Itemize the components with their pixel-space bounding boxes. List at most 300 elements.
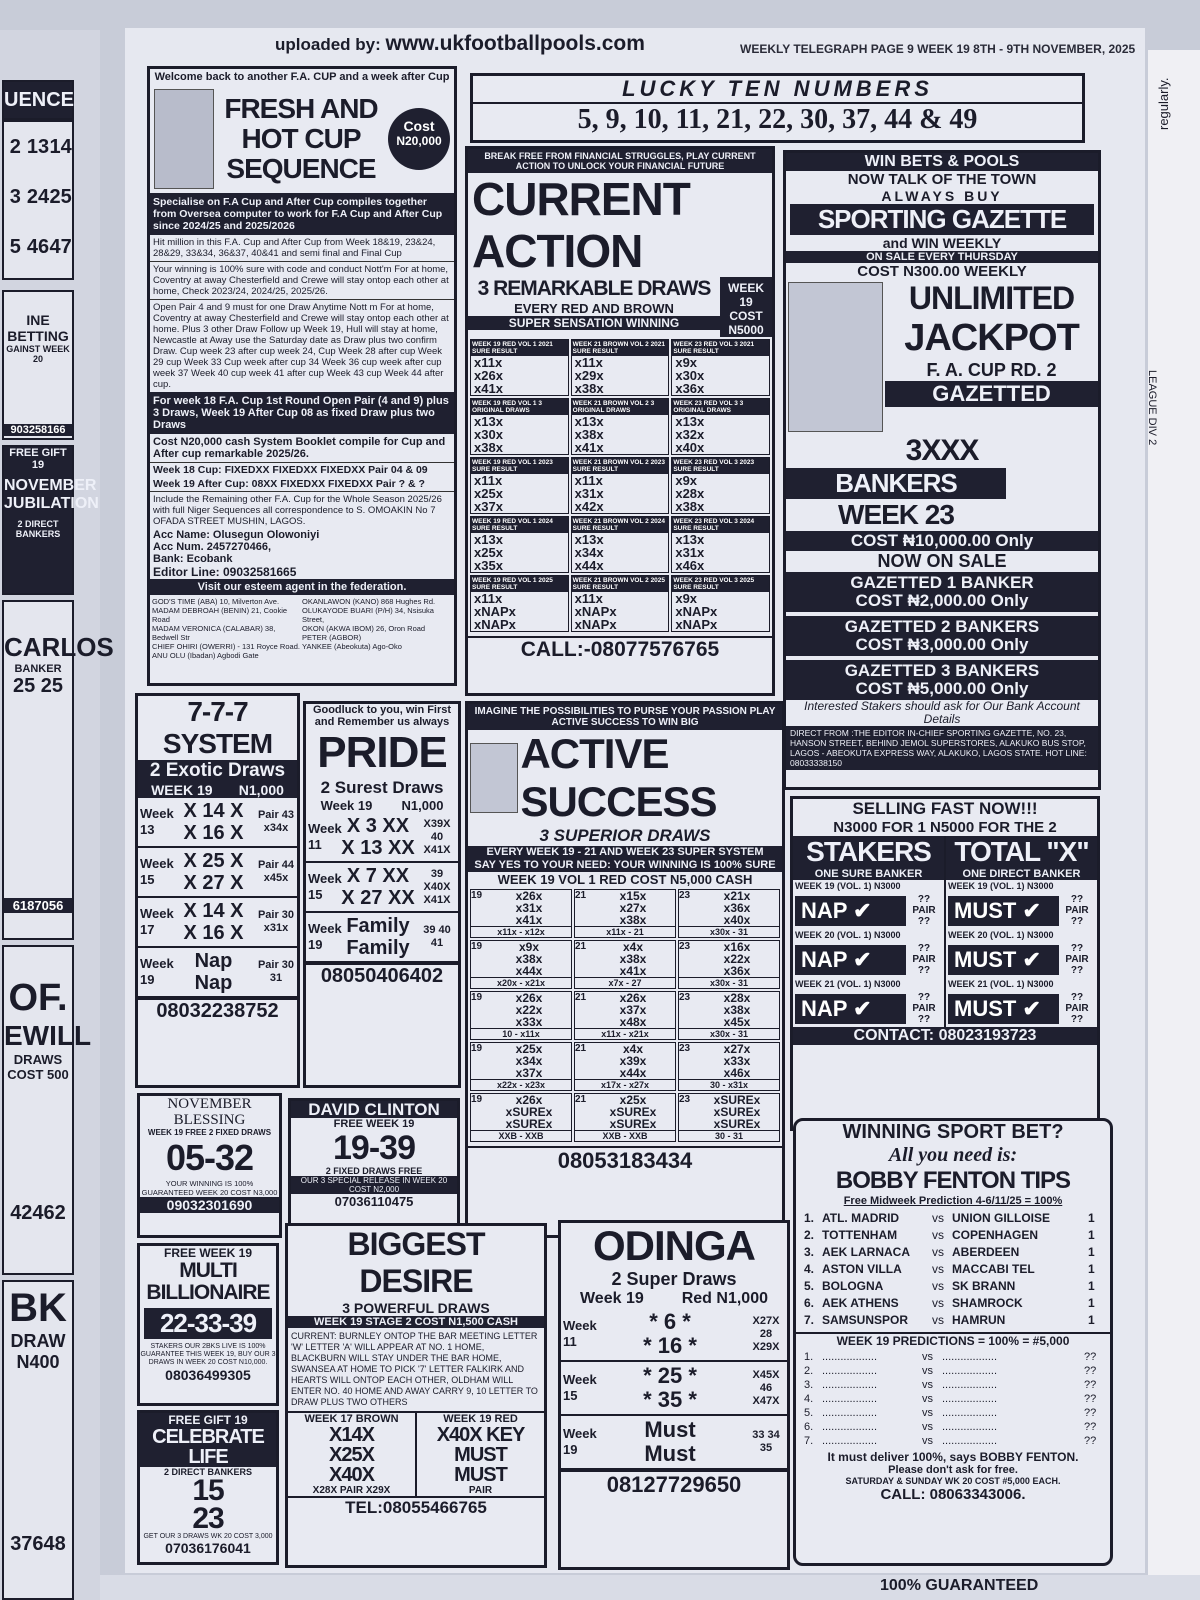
as-num: x37x — [619, 1003, 647, 1017]
pred-row — [804, 1378, 1102, 1392]
ca-cell-head: WEEK 19 RED VOL 1 2025 SURE RESULT — [471, 576, 568, 592]
selling-fast-title: SELLING FAST NOW!!! — [852, 799, 1038, 818]
bd-right-head: WEEK 19 RED — [443, 1413, 518, 1425]
celebrate-life-ad — [137, 1410, 279, 1565]
match-away: SK BRANN — [952, 1279, 1016, 1293]
as-num: x27x — [723, 1042, 751, 1056]
bobby-title: WINNING SPORT BET? — [842, 1121, 1064, 1143]
prof-phone: 42462 — [10, 1202, 66, 1224]
as-num: x40x — [723, 913, 751, 927]
left-page-strip — [0, 30, 114, 1600]
as-num: x46x — [723, 1066, 751, 1080]
as-cell — [678, 991, 780, 1040]
bobby-name: BOBBY FENTON TIPS — [835, 1167, 1071, 1194]
draw-week: Week 19 — [563, 1426, 597, 1457]
draw-pair: X45X 46 X47X — [752, 1368, 780, 1407]
sf-pair: ?? PAIR ?? — [912, 992, 936, 1025]
ca-cell-nums — [672, 592, 769, 631]
uploader-header — [275, 32, 645, 56]
sf-row — [946, 892, 1097, 929]
as-num: x34x — [515, 1054, 543, 1068]
as-week: 19 — [471, 890, 483, 901]
as-cell — [470, 1042, 572, 1091]
week23-label: WEEK 23 — [838, 499, 954, 530]
pred-num: 6. — [804, 1421, 814, 1433]
ca-num: x31x — [675, 545, 705, 560]
cost-label: COST N5000 — [728, 309, 764, 337]
pred-row — [804, 1350, 1102, 1364]
bk-draw: DRAW — [10, 1331, 66, 1351]
ca-num: xNAPx — [574, 604, 617, 619]
ca-row — [470, 575, 770, 632]
multi-top: FREE WEEK 19 — [163, 1246, 253, 1260]
ca-num: x25x — [474, 486, 503, 501]
ca-row — [470, 457, 770, 514]
active-success-title: ACTIVE SUCCESS — [520, 730, 717, 825]
celebrate-title: CELEBRATE LIFE — [140, 1427, 276, 1467]
pred-num: 7. — [804, 1435, 814, 1447]
nb-phone: 09032301690 — [140, 1197, 279, 1213]
bd-tel: TEL:08055466765 — [288, 1496, 544, 1518]
ca-cell — [470, 339, 569, 396]
as-cell — [574, 940, 676, 989]
pred-num: 1. — [804, 1351, 814, 1363]
draw-value: Must — [644, 1417, 696, 1442]
as-superpair: 30 - x31x — [679, 1079, 779, 1090]
active-success-info — [468, 846, 782, 872]
draw-value: * 35 * — [643, 1387, 697, 1412]
pred-num: 3. — [804, 1379, 814, 1391]
match-away: HAMRUN — [952, 1313, 1006, 1327]
ca-num: x11x — [574, 473, 603, 488]
pred-blank: .................. — [942, 1407, 998, 1419]
ca-cell-nums — [471, 415, 568, 454]
as-row — [470, 991, 780, 1040]
fresh-hot-title: FRESH AND HOT CUP SEQUENCE — [224, 93, 378, 184]
ca-num: xNAPx — [675, 617, 718, 632]
draw-line-row — [138, 848, 297, 898]
seq-num: 2 — [9, 136, 21, 158]
hit-text: Hit million in this F.A. Cup and After Cup from Week 18&19, 23&24, 28&29, 33&34, 36&37, 40&41 and semi final and Final Cup — [150, 235, 454, 262]
as-num: xSUREx — [505, 1117, 553, 1131]
ca-cell-head: WEEK 21 BROWN VOL 2 2021 SURE RESULT — [572, 340, 669, 356]
say-text: SAY YES TO YOUR NEED: YOUR WINNING IS 100% SURE — [474, 859, 776, 871]
sf-week-label: WEEK 19 (VOL. 1) N3000 — [795, 881, 901, 891]
as-num: x33x — [515, 1015, 543, 1029]
pred-num: 5. — [804, 1407, 814, 1419]
bobby-pred-title: WEEK 19 PREDICTIONS = 100% = #5,000 — [796, 1332, 1110, 1348]
agent: OLUKAYODE BUARI (P/H) 34, Nsisuka Street, — [302, 606, 434, 624]
match-num: 5. — [804, 1279, 815, 1293]
as-nums — [591, 1094, 675, 1130]
draw-value: X 16 X — [183, 822, 244, 844]
as-superpair: x7x - 27 — [575, 977, 675, 988]
ca-cell-head: WEEK 19 RED VOL 1 2021 SURE RESULT — [471, 340, 568, 356]
as-week: 21 — [575, 1043, 587, 1054]
seq-num: 47 — [49, 236, 72, 258]
bobby-matches — [796, 1207, 1110, 1332]
ewill-title: EWILL — [4, 1020, 92, 1051]
agent: GOD'S TIME (ABA) 10, Milverton Ave. — [152, 597, 280, 606]
as-num: x25x — [515, 1042, 543, 1056]
as-cell — [678, 889, 780, 938]
bd-text: CURRENT: BURNLEY ONTOP THE BAR MEETING LETTER 'W' LETTER 'A' WILL APPEAR AT NO. 1 HOME, BLACKBURN WILL STAY UNDER THE BAR HOME, SWANSEA AT HOME TO PICK '7' LETTER FALKIRK AND HEARTS WILL ONTOP EACH OTHER, OLDHAM WILL ENTER NO. 40 HOME AND AWAY CARRY 9, 10 LETTER TO DRAW PLUS TWO OTHERS — [291, 1331, 538, 1407]
cost-label: COST 500 — [7, 1067, 69, 1082]
pred-blank: .................. — [942, 1393, 998, 1405]
pred-blank: .................. — [942, 1365, 998, 1377]
as-num: xSUREx — [609, 1105, 657, 1119]
ca-cell — [671, 398, 770, 455]
wk18-cup-text: Week 18 Cup: FIXEDXX FIXEDXX FIXEDXX Pair 04 & 09 — [153, 464, 428, 476]
lucky-ten-ad — [470, 73, 1085, 143]
ca-cell — [671, 516, 770, 573]
betting-ad — [2, 290, 74, 440]
ca-num: x11x — [474, 355, 503, 370]
presenter-illustration — [470, 743, 518, 813]
draw-pair: 33 34 35 — [752, 1429, 780, 1454]
sporting-win-weekly: and WIN WEEKLY — [882, 235, 1002, 251]
draw-values — [338, 815, 418, 859]
agent: PETER (AGBOR) — [302, 633, 362, 642]
agent: OKON (AKWA IBOM) 26, Oron Road — [302, 624, 426, 633]
match-num: 1. — [804, 1211, 815, 1225]
as-num: xSUREx — [713, 1117, 761, 1131]
ca-num: x13x — [675, 414, 705, 429]
pred-blank: .................. — [822, 1435, 878, 1447]
ca-num: x38x — [574, 427, 604, 442]
cost-label: N1,000 — [238, 782, 284, 798]
nb-sub: WEEK 19 FREE 2 FIXED DRAWS — [147, 1128, 272, 1137]
pred-blank: .................. — [822, 1379, 878, 1391]
ca-cell-nums — [672, 474, 769, 513]
as-nums — [487, 941, 571, 977]
current-action-grid — [468, 337, 772, 636]
ca-cell-head: WEEK 21 BROWN VOL 2 2023 SURE RESULT — [572, 458, 669, 474]
ca-cell — [571, 516, 670, 573]
agent: OKANLAWON (KANO) 868 Hughes Rd. — [302, 597, 436, 606]
prof-title: OF. — [8, 977, 68, 1019]
draw-pair: X27X 28 X29X — [752, 1314, 780, 1353]
as-nums — [591, 941, 675, 977]
as-num: x15x — [619, 889, 647, 903]
stakers-sub: ONE SURE BANKER — [793, 868, 944, 880]
as-nums — [487, 1043, 571, 1079]
bd-left-col — [288, 1413, 417, 1496]
ca-cell-nums — [471, 533, 568, 572]
direct-address: DIRECT FROM :THE EDITOR IN-CHIEF SPORTING GAZETTE, NO. 23, HANSON STREET, BEHIND JEMOL SUPERSTORES, ALAKUKO BUS STOP, LAGOS - ABEOKUTA EXPRESS WAY, ALAKUKO, LAGOS STATE. HOT LINE: 08033338150 — [786, 726, 1098, 770]
draw-line-row — [561, 1362, 787, 1416]
uploaded-by-label: uploaded by: — [275, 35, 381, 54]
match-vs: vs — [932, 1211, 944, 1225]
as-week: 23 — [679, 890, 691, 901]
must-label: MUST ✔ — [948, 945, 1059, 975]
celebrate-text: GET OUR 3 DRAWS WK 20 COST 3,000 — [143, 1533, 273, 1540]
as-superpair: x30x - 31 — [679, 1028, 779, 1039]
sf-row — [793, 892, 944, 929]
dc-title: DAVID CLINTON — [291, 1101, 457, 1118]
pred-vs: vs — [922, 1379, 933, 1391]
ca-num: x25x — [474, 545, 503, 560]
ca-num: x38x — [474, 440, 503, 455]
match-away: COPENHAGEN — [952, 1228, 1039, 1242]
fresh-hot-intro: Welcome back to another F.A. CUP and a week after Cup — [154, 71, 450, 83]
bd-left-line: X14X — [329, 1424, 374, 1446]
pred-qq: ?? — [1084, 1435, 1097, 1447]
as-cell — [574, 1042, 676, 1091]
specialise-text: Specialise on F.A Cup and After Cup compiles together from Oversea computer to work for F.A Cup and After Cup since 2024/25 and 2025/2026 — [150, 193, 454, 235]
ca-num: x35x — [474, 558, 503, 573]
seq-num: 3 — [9, 186, 21, 208]
cost-label: Red N1,000 — [681, 1290, 768, 1307]
ca-cell-nums — [572, 415, 669, 454]
ca-cell-nums — [672, 415, 769, 454]
biggest-desire-ad — [285, 1223, 547, 1568]
right-page-strip — [1148, 50, 1200, 1600]
sporting-title: WIN BETS & POOLS — [786, 153, 1098, 171]
totalx-title: TOTAL "X" — [946, 836, 1097, 868]
seq-num: 25 — [49, 186, 72, 208]
as-num: x45x — [723, 1015, 751, 1029]
match-away: SHAMROCK — [952, 1296, 1023, 1310]
unlimited-label: UNLIMITED — [908, 280, 1075, 316]
pride-ad — [303, 701, 461, 1088]
odinga-sub: 2 Super Draws — [611, 1269, 737, 1289]
draws-label: DRAWS — [13, 1052, 63, 1067]
as-num: x26x — [619, 991, 647, 1005]
pred-num: 2. — [804, 1365, 814, 1377]
ca-num: xNAPx — [574, 617, 617, 632]
active-success-cost: WEEK 19 VOL 1 RED COST N5,000 CASH — [497, 872, 753, 887]
bankers-label: BANKERS — [786, 468, 1006, 499]
pred-row — [804, 1406, 1102, 1420]
as-num: x9x — [518, 940, 540, 954]
pride-week-cost — [306, 798, 458, 813]
sf-pair: ?? PAIR ?? — [1065, 894, 1089, 927]
match-num: 4. — [804, 1262, 815, 1276]
as-num: x26x — [515, 991, 543, 1005]
sf-row — [793, 990, 944, 1027]
ca-row — [470, 516, 770, 573]
ca-num: x11x — [474, 591, 503, 606]
as-week: 23 — [679, 1094, 691, 1105]
pred-blank: .................. — [942, 1435, 998, 1447]
bd-sub: 3 POWERFUL DRAWS — [342, 1300, 490, 1316]
celebrate-sub: 2 DIRECT BANKERS — [163, 1467, 252, 1477]
bd-right-line: X40X KEY — [436, 1424, 525, 1446]
week-label: WEEK 19 — [151, 782, 213, 798]
ca-cell-head: WEEK 21 BROWN VOL 2 2024 SURE RESULT — [572, 517, 669, 533]
carlos-banker: BANKER — [14, 663, 62, 675]
carlos-title: CARLOS — [4, 632, 114, 662]
agent: MADAM DEBROAH (BENIN) 21, Cookie Road — [152, 606, 288, 624]
bk-phone: 37648 — [10, 1533, 66, 1555]
multi-billionaire-ad — [137, 1243, 279, 1406]
match-home: AEK LARNACA — [822, 1245, 910, 1259]
pred-row — [804, 1392, 1102, 1406]
prof-ad — [2, 945, 92, 1275]
ca-cell-nums — [471, 474, 568, 513]
celebrate-phone: 07036176041 — [165, 1540, 251, 1556]
system777-lines — [138, 798, 297, 998]
as-nums — [487, 992, 571, 1028]
sf-pair: ?? PAIR ?? — [912, 943, 936, 976]
as-num: x4x — [622, 1042, 644, 1056]
ca-num: x36x — [675, 381, 705, 396]
as-superpair: x30x - 31 — [679, 977, 779, 988]
as-week: 21 — [575, 992, 587, 1003]
bobby-ask: Please don't ask for free. — [888, 1464, 1018, 1476]
active-success-sub: 3 SUPERIOR DRAWS — [539, 826, 711, 845]
dc-sub: FREE WEEK 19 — [333, 1118, 415, 1130]
multi-phone: 08036499305 — [165, 1367, 251, 1383]
ca-cell-head: WEEK 23 RED VOL 3 2025 SURE RESULT — [672, 576, 769, 592]
as-num: x39x — [619, 1054, 647, 1068]
as-num: x4x — [622, 940, 644, 954]
draw-value: X 7 XX — [346, 865, 410, 887]
g1-label: GAZETTED 1 BANKER — [850, 573, 1034, 592]
as-cell — [470, 940, 572, 989]
nb-numbers: 05-32 — [165, 1137, 254, 1178]
ca-num: x13x — [474, 532, 503, 547]
as-num: xSUREx — [505, 1105, 553, 1119]
as-num: xSUREx — [713, 1093, 761, 1107]
newspaper-page — [125, 28, 1145, 1573]
match-away: UNION GILLOISE — [952, 1211, 1051, 1225]
ca-num: xNAPx — [474, 617, 516, 632]
ca-num: xNAPx — [675, 604, 718, 619]
portrait-image — [154, 89, 214, 189]
mascot-illustration — [788, 282, 883, 432]
as-week: 21 — [575, 890, 587, 901]
carlos-phone: 6187056 — [4, 898, 72, 913]
sf-week-label: WEEK 20 (VOL. 1) N3000 — [948, 930, 1054, 940]
draw-week: Week 11 — [308, 821, 342, 852]
seq-num: 14 — [49, 136, 72, 158]
nap-label: NAP ✔ — [795, 945, 906, 975]
selling-fast-sub: N3000 FOR 1 N5000 FOR THE 2 — [833, 819, 1057, 836]
bd-cost: WEEK 19 STAGE 2 COST N1,500 CASH — [288, 1316, 544, 1328]
draw-value: * 6 * — [649, 1309, 691, 1334]
system777-sub: 2 Exotic Draws — [138, 760, 297, 782]
ca-cell-nums — [672, 356, 769, 395]
ca-num: x34x — [574, 545, 604, 560]
match-home: SAMSUNSPOR — [822, 1313, 909, 1327]
ca-cell-nums — [572, 533, 669, 572]
bobby-fenton-ad — [793, 1118, 1113, 1566]
nb-text: YOUR WINNING IS 100% GUARANTEED WEEK 20 COST N3,000 — [141, 1179, 278, 1197]
sporting-gazette-ad — [783, 150, 1101, 790]
pride-lines — [306, 813, 458, 963]
ca-num: x30x — [675, 368, 705, 383]
direct-bankers: 2 DIRECT BANKERS — [15, 519, 61, 539]
lucky-ten-title: LUCKY TEN NUMBERS — [473, 76, 1082, 104]
as-num: x36x — [723, 964, 751, 978]
ca-num: x38x — [574, 381, 604, 396]
as-superpair: XXB - XXB — [575, 1130, 675, 1141]
draw-value: Must — [644, 1441, 696, 1466]
must-label: MUST ✔ — [948, 994, 1059, 1024]
as-num: x28x — [723, 991, 751, 1005]
agent: ANU OLU (Ibadan) Agbodi Gate — [152, 651, 259, 660]
as-week: 21 — [575, 1094, 587, 1105]
as-nums — [487, 890, 571, 926]
draw-line-row — [138, 948, 297, 998]
draw-pair: 39 40 41 — [423, 924, 451, 949]
now-on-sale-label: NOW ON SALE — [877, 551, 1007, 571]
draw-value: X 13 XX — [341, 837, 415, 859]
ca-cell — [470, 398, 569, 455]
seq-num: 5 — [9, 236, 21, 258]
as-num: x22x — [515, 1003, 543, 1017]
pred-qq: ?? — [1084, 1379, 1097, 1391]
match-result: 1 — [1088, 1228, 1095, 1242]
ca-num: x32x — [675, 427, 705, 442]
match-row — [804, 1210, 1102, 1227]
week-label: Week 19 — [320, 798, 373, 813]
draw-line-row — [561, 1416, 787, 1470]
ca-cell — [571, 575, 670, 632]
stakers-weeks — [793, 880, 944, 1027]
ca-cell-nums — [572, 356, 669, 395]
match-row — [804, 1278, 1102, 1295]
match-away: ABERDEEN — [952, 1245, 1020, 1259]
current-action-ad — [465, 146, 775, 696]
ca-num: x37x — [474, 499, 503, 514]
ca-num: x11x — [474, 473, 503, 488]
seq-num: 24 — [26, 186, 50, 208]
bd-left-line: X25X — [329, 1444, 374, 1466]
november-blessing-ad — [137, 1093, 282, 1238]
ca-cell-head: WEEK 23 RED VOL 3 3 ORIGINAL DRAWS — [672, 399, 769, 415]
as-num: x21x — [723, 889, 751, 903]
odinga-title: ODINGA — [593, 1222, 755, 1269]
system-777-ad — [135, 693, 300, 1088]
bd-right-line: MUST — [454, 1444, 507, 1466]
as-cell — [574, 991, 676, 1040]
ca-cell — [571, 398, 670, 455]
celebrate-top: FREE GIFT 19 — [140, 1413, 276, 1427]
week-label: WEEK 19 — [728, 281, 764, 309]
wk19-after-text: Week 19 After Cup: 08XX FIXEDXX FIXEDXX Pair ? & ? — [150, 477, 454, 492]
bk-cost: N400 — [16, 1352, 60, 1372]
ca-num: x26x — [474, 368, 503, 383]
g2-cost: COST ₦3,000.00 Only — [855, 635, 1029, 654]
as-num: x25x — [619, 1093, 647, 1107]
pred-blank: .................. — [822, 1393, 878, 1405]
draw-week: Week 15 — [308, 871, 342, 902]
match-vs: vs — [932, 1313, 944, 1327]
stakers-title: STAKERS — [793, 836, 944, 868]
as-nums — [591, 992, 675, 1028]
sf-row — [946, 990, 1097, 1027]
betting-title: INE BETTING — [7, 312, 69, 344]
multi-text: STAKERS OUR 2BKS LIVE IS 100% GUARANTEE THIS WEEK 19, BUY OUR 3 DRAWS IN WEEK 20 COST N10,000. — [140, 1343, 276, 1366]
as-num: xSUREx — [609, 1117, 657, 1131]
bobby-sub: All you need is: — [888, 1144, 1018, 1166]
current-action-sub: 3 REMARKABLE DRAWS — [477, 277, 711, 300]
multi-numbers: 22-33-39 — [144, 1308, 272, 1339]
draw-value: X 25 X — [183, 850, 244, 872]
pred-blank: .................. — [942, 1421, 998, 1433]
as-nums — [695, 1043, 779, 1079]
match-result: 1 — [1088, 1245, 1095, 1259]
totalx-weeks — [946, 880, 1097, 1027]
ca-cell — [571, 457, 670, 514]
match-home: BOLOGNA — [822, 1279, 884, 1293]
pride-title: PRIDE — [317, 728, 447, 777]
bobby-predictions — [796, 1348, 1110, 1450]
ca-num: x42x — [574, 499, 604, 514]
